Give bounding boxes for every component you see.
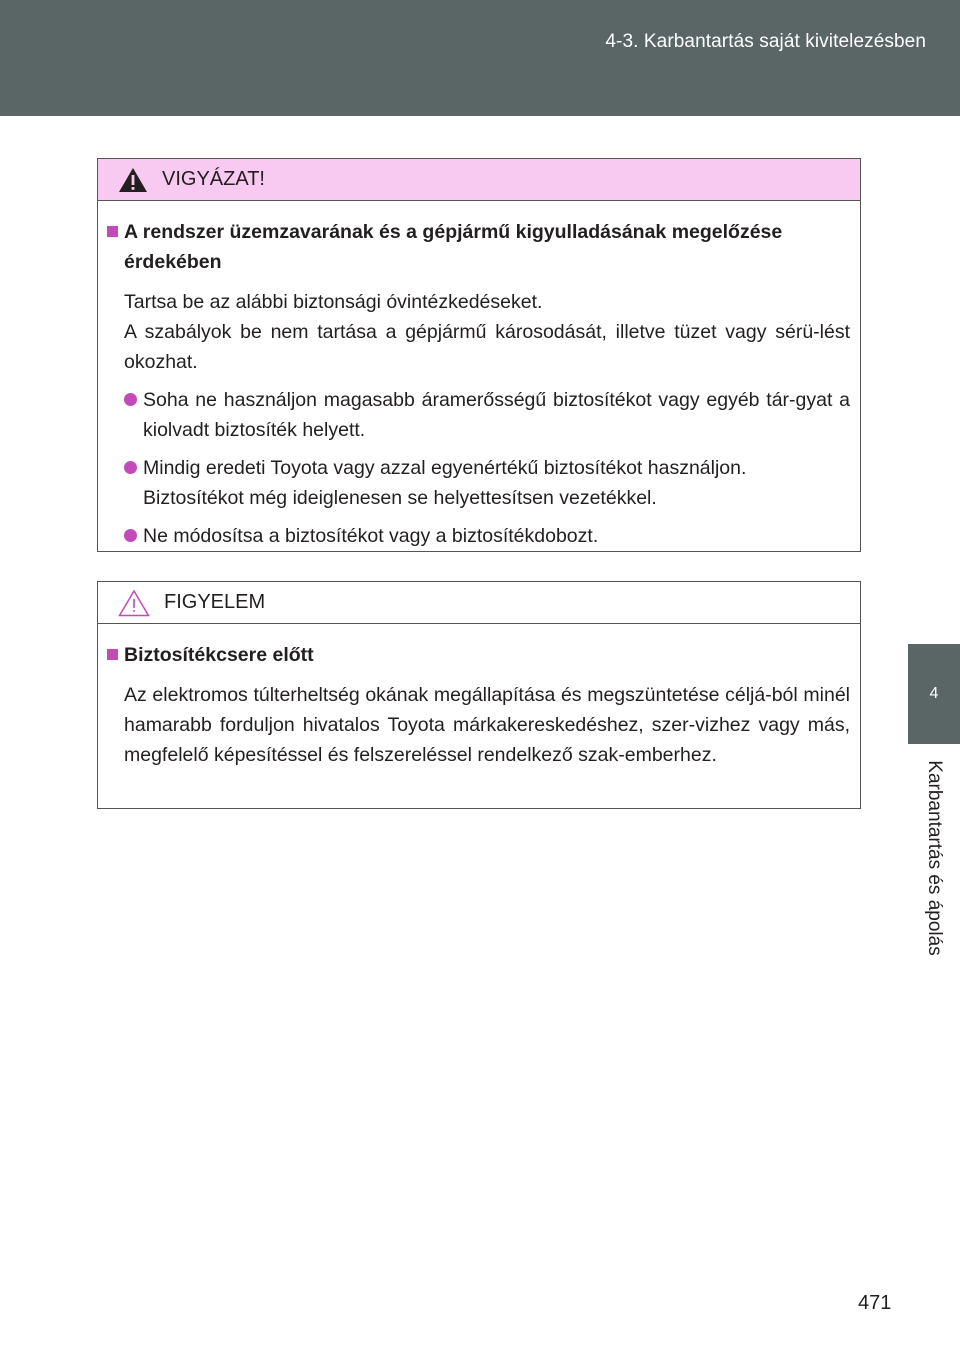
notice-heading-text: Biztosítékcsere előtt (124, 644, 314, 666)
notice-heading (107, 640, 852, 670)
notice-header (98, 582, 860, 624)
notice-box (97, 581, 861, 809)
section-title: 4-3. Karbantartás saját kivitelezésben (605, 31, 926, 52)
caution-bullet-text: Soha ne használjon magasabb áramerősségű biztosítékot vagy egyéb tár-gyat a kiolvadt biztosíték helyett. (143, 389, 850, 441)
caution-intro-1: Tartsa be az alábbi biztonsági óvintézkedéseket. (124, 291, 543, 313)
page-number: 471 (858, 1292, 892, 1314)
chapter-tab: 4 (908, 644, 960, 744)
chapter-label: Karbantartás és ápolás (924, 760, 945, 956)
circle-bullet-icon (124, 393, 137, 406)
list-item (124, 521, 852, 551)
caution-box (97, 158, 861, 552)
notice-body (98, 624, 860, 770)
circle-bullet-icon (124, 529, 137, 542)
square-bullet-icon (107, 649, 118, 660)
circle-bullet-icon (124, 461, 137, 474)
caution-heading-text: A rendszer üzemzavarának és a gépjármű kigyulladásának megelőzése érdekében (124, 221, 783, 273)
caution-body (98, 201, 860, 551)
page-header (0, 0, 960, 116)
caution-heading (107, 217, 852, 277)
warning-outline-icon (118, 589, 150, 617)
list-item (124, 453, 852, 513)
caution-header (98, 159, 860, 201)
square-bullet-icon (107, 226, 118, 237)
list-item (124, 385, 852, 445)
caution-bullet-text: Ne módosítsa a biztosítékot vagy a biztosítékdobozt. (143, 525, 599, 547)
caution-bullet-text: Mindig eredeti Toyota vagy azzal egyenértékű biztosítékot használjon. Biztosítékot még ideiglenesen se helyettesítsen vezetékkel. (143, 457, 747, 509)
notice-label: FIGYELEM (164, 591, 266, 613)
warning-triangle-icon (118, 167, 148, 193)
caution-intro-2: A szabályok be nem tartása a gépjármű károsodását, illetve tüzet vagy sérü-lést okozhat. (124, 321, 850, 373)
notice-text: Az elektromos túlterheltség okának megállapítása és megszüntetése céljá-ból minél hamarabb forduljon hivatalos Toyota márkakereskedéshez, szer-vizhez vagy más, megfelelő képesítéssel és felszereléssel rendelkező szak-emberhez. (124, 684, 850, 766)
caution-label: VIGYÁZAT! (162, 168, 265, 190)
